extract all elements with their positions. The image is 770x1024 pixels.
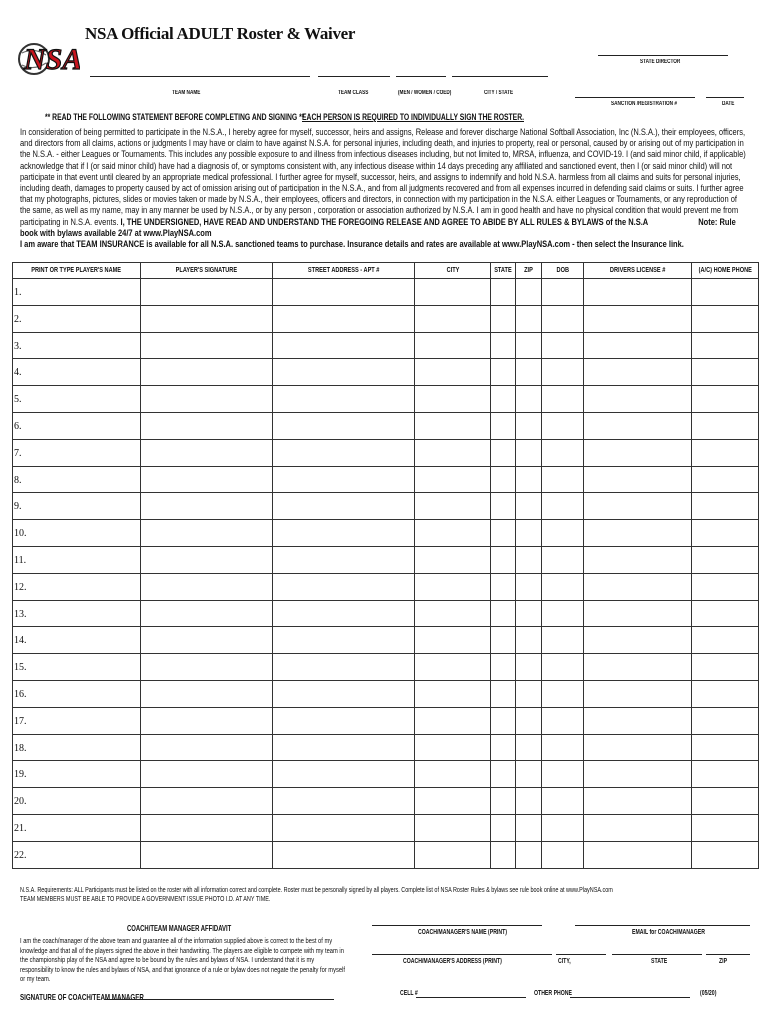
drivers-license-cell[interactable]: [584, 332, 692, 359]
manager-city-label: CITY,: [558, 958, 571, 965]
date-label: DATE: [722, 101, 735, 107]
waiver-agree: I, THE UNDERSIGNED, HAVE READ AND UNDERSTAND THE FOREGOING RELEASE AND AGREE TO ABIDE BY ALL RULES & BYLAWS of the N.S.A: [120, 216, 649, 228]
home-phone-cell[interactable]: [692, 386, 759, 413]
street-address-cell[interactable]: [273, 279, 415, 306]
drivers-license-cell[interactable]: [584, 386, 692, 413]
table-row: [13, 386, 759, 413]
team-name-label: TEAM NAME: [172, 90, 201, 96]
street-address-cell[interactable]: [273, 734, 415, 761]
player-name-cell[interactable]: 2.: [13, 305, 141, 332]
city-cell[interactable]: [415, 841, 491, 868]
requirements-line-1: N.S.A. Requirements: ALL Participants must be listed on the roster with all information correct and complete. Roster must be personally signed by all players. Complete list of NSA Roster Rules & bylaws see rule book online at www.PlayNSA.com: [20, 885, 613, 894]
street-address-cell[interactable]: [273, 493, 415, 520]
city-cell[interactable]: [415, 654, 491, 681]
col-home-phone: (A/C) HOME PHONE: [692, 263, 759, 279]
street-address-cell[interactable]: [273, 412, 415, 439]
table-row: [13, 439, 759, 466]
manager-address-label: COACH/MANAGER'S ADDRESS (PRINT): [403, 958, 502, 965]
drivers-license-cell[interactable]: [584, 493, 692, 520]
zip-cell[interactable]: [516, 707, 542, 734]
zip-cell[interactable]: [516, 788, 542, 815]
home-phone-cell[interactable]: [692, 680, 759, 707]
city-cell[interactable]: [415, 412, 491, 439]
nsa-logo: [14, 25, 80, 89]
dob-cell[interactable]: [542, 761, 584, 788]
player-name-cell[interactable]: 21.: [13, 814, 141, 841]
table-row: [13, 305, 759, 332]
drivers-license-cell[interactable]: [584, 466, 692, 493]
street-address-cell[interactable]: [273, 466, 415, 493]
zip-cell[interactable]: [516, 279, 542, 306]
player-name-cell[interactable]: 19.: [13, 761, 141, 788]
insurance-note: I am aware that TEAM INSURANCE is available for all N.S.A. sanctioned teams to purchase. Insurance details and rates are available at www.PlayNSA.com - then select the Insurance link.: [20, 239, 684, 251]
team-class-line[interactable]: [318, 76, 390, 77]
drivers-license-cell[interactable]: [584, 761, 692, 788]
street-address-cell[interactable]: [273, 573, 415, 600]
signature-cell[interactable]: [141, 332, 273, 359]
table-row: [13, 573, 759, 600]
state-cell[interactable]: [491, 439, 516, 466]
zip-cell[interactable]: [516, 761, 542, 788]
signature-cell[interactable]: [141, 734, 273, 761]
home-phone-cell[interactable]: [692, 788, 759, 815]
state-cell[interactable]: [491, 279, 516, 306]
zip-cell[interactable]: [516, 734, 542, 761]
signature-cell[interactable]: [141, 761, 273, 788]
player-name-cell[interactable]: 11.: [13, 546, 141, 573]
state-cell[interactable]: [491, 734, 516, 761]
state-cell[interactable]: [491, 546, 516, 573]
city-cell[interactable]: [415, 359, 491, 386]
dob-cell[interactable]: [542, 439, 584, 466]
dob-cell[interactable]: [542, 680, 584, 707]
state-cell[interactable]: [491, 761, 516, 788]
player-name-cell[interactable]: 17.: [13, 707, 141, 734]
zip-cell[interactable]: [516, 680, 542, 707]
drivers-license-cell[interactable]: [584, 734, 692, 761]
street-address-cell[interactable]: [273, 707, 415, 734]
affidavit-body: I am the coach/manager of the above team and guarantee all of the information supplied above is correct to the best of my knowledge and that all of the players signed the above in their handwriting. The players are eligible to compete with my team in the championship play of the NSA and agree to be bound by the rules and bylaws of NSA. I understand that it is my responsibility to know the rules and bylaws of NSA, and that ignorance of a rule or bylaw does not negate the penalty for myself or my team.: [20, 936, 345, 984]
city-cell[interactable]: [415, 600, 491, 627]
other-phone-label: OTHER PHONE: [534, 990, 572, 997]
signature-cell[interactable]: [141, 573, 273, 600]
drivers-license-cell[interactable]: [584, 439, 692, 466]
cell-line[interactable]: [416, 997, 526, 998]
signature-cell[interactable]: [141, 546, 273, 573]
street-address-cell[interactable]: [273, 627, 415, 654]
player-name-cell[interactable]: 7.: [13, 439, 141, 466]
street-address-cell[interactable]: [273, 788, 415, 815]
col-dob: DOB: [542, 263, 584, 279]
col-signature: PLAYER'S SIGNATURE: [141, 263, 273, 279]
table-row: [13, 627, 759, 654]
state-cell[interactable]: [491, 814, 516, 841]
state-director-label: STATE DIRECTOR: [640, 59, 681, 65]
requirements-text: [20, 885, 686, 903]
dob-cell[interactable]: [542, 788, 584, 815]
state-cell[interactable]: [491, 654, 516, 681]
division-label: (MEN / WOMEN / COED): [398, 90, 452, 96]
zip-cell[interactable]: [516, 332, 542, 359]
coach-signature-label: SIGNATURE OF COACH/TEAM MANAGER: [20, 992, 144, 1002]
street-address-cell[interactable]: [273, 520, 415, 547]
city-cell[interactable]: [415, 305, 491, 332]
signature-cell[interactable]: [141, 493, 273, 520]
drivers-license-cell[interactable]: [584, 520, 692, 547]
coach-signature-line[interactable]: [104, 999, 334, 1000]
state-cell[interactable]: [491, 386, 516, 413]
state-cell[interactable]: [491, 627, 516, 654]
manager-state-label: STATE: [651, 958, 668, 965]
zip-cell[interactable]: [516, 305, 542, 332]
state-cell[interactable]: [491, 573, 516, 600]
zip-cell[interactable]: [516, 520, 542, 547]
waiver-text: [20, 127, 747, 250]
date-line[interactable]: [706, 97, 744, 98]
player-name-cell[interactable]: 22.: [13, 841, 141, 868]
division-line[interactable]: [396, 76, 446, 77]
table-row: [13, 493, 759, 520]
zip-cell[interactable]: [516, 493, 542, 520]
home-phone-cell[interactable]: [692, 359, 759, 386]
player-name-cell[interactable]: 8.: [13, 466, 141, 493]
table-row: [13, 520, 759, 547]
roster-table: [12, 262, 759, 869]
home-phone-cell[interactable]: [692, 493, 759, 520]
state-cell[interactable]: [491, 305, 516, 332]
dob-cell[interactable]: [542, 546, 584, 573]
signature-cell[interactable]: [141, 412, 273, 439]
city-state-line[interactable]: [452, 76, 548, 77]
table-row: [13, 734, 759, 761]
city-cell[interactable]: [415, 386, 491, 413]
table-row: [13, 841, 759, 868]
signature-cell[interactable]: [141, 654, 273, 681]
drivers-license-cell[interactable]: [584, 279, 692, 306]
home-phone-cell[interactable]: [692, 841, 759, 868]
zip-cell[interactable]: [516, 412, 542, 439]
dob-cell[interactable]: [542, 386, 584, 413]
home-phone-cell[interactable]: [692, 573, 759, 600]
col-player-name: PRINT OR TYPE PLAYER'S NAME: [13, 263, 141, 279]
state-cell[interactable]: [491, 412, 516, 439]
city-state-label: CITY / STATE: [484, 90, 514, 96]
home-phone-cell[interactable]: [692, 520, 759, 547]
home-phone-cell[interactable]: [692, 305, 759, 332]
dob-cell[interactable]: [542, 412, 584, 439]
city-cell[interactable]: [415, 439, 491, 466]
requirements-line-2: TEAM MEMBERS MUST BE ABLE TO PROVIDE A GOVERNMENT ISSUE PHOTO I.D. AT ANY TIME.: [20, 894, 271, 903]
city-cell[interactable]: [415, 680, 491, 707]
table-row: [13, 707, 759, 734]
street-address-cell[interactable]: [273, 546, 415, 573]
city-cell[interactable]: [415, 466, 491, 493]
state-cell[interactable]: [491, 466, 516, 493]
page-title: NSA Official ADULT Roster & Waiver: [85, 24, 356, 43]
col-street-address: STREET ADDRESS - APT #: [273, 263, 415, 279]
table-row: [13, 332, 759, 359]
player-name-cell[interactable]: 20.: [13, 788, 141, 815]
home-phone-cell[interactable]: [692, 627, 759, 654]
home-phone-cell[interactable]: [692, 814, 759, 841]
home-phone-cell[interactable]: [692, 412, 759, 439]
city-cell[interactable]: [415, 761, 491, 788]
drivers-license-cell[interactable]: [584, 707, 692, 734]
drivers-license-cell[interactable]: [584, 814, 692, 841]
player-name-cell[interactable]: 10.: [13, 520, 141, 547]
zip-cell[interactable]: [516, 573, 542, 600]
table-row: [13, 600, 759, 627]
signature-cell[interactable]: [141, 520, 273, 547]
street-address-cell[interactable]: [273, 761, 415, 788]
dob-cell[interactable]: [542, 305, 584, 332]
drivers-license-cell[interactable]: [584, 680, 692, 707]
player-name-cell[interactable]: 18.: [13, 734, 141, 761]
signature-cell[interactable]: [141, 466, 273, 493]
state-cell[interactable]: [491, 520, 516, 547]
drivers-license-cell[interactable]: [584, 359, 692, 386]
table-row: [13, 279, 759, 306]
col-state: STATE: [491, 263, 516, 279]
street-address-cell[interactable]: [273, 680, 415, 707]
table-row: [13, 654, 759, 681]
home-phone-cell[interactable]: [692, 707, 759, 734]
signature-cell[interactable]: [141, 841, 273, 868]
city-cell[interactable]: [415, 493, 491, 520]
table-row: [13, 466, 759, 493]
manager-zip-label: ZIP: [719, 958, 728, 965]
affidavit-heading: COACH/TEAM MANAGER AFFIDAVIT: [127, 924, 232, 933]
street-address-cell[interactable]: [273, 386, 415, 413]
col-zip: ZIP: [516, 263, 542, 279]
table-row: [13, 788, 759, 815]
manager-state-line[interactable]: [612, 954, 702, 955]
manager-email-label: EMAIL for COACH/MANAGER: [632, 929, 706, 936]
player-name-cell[interactable]: 4.: [13, 359, 141, 386]
dob-cell[interactable]: [542, 520, 584, 547]
zip-cell[interactable]: [516, 439, 542, 466]
state-cell[interactable]: [491, 707, 516, 734]
col-city: CITY: [415, 263, 491, 279]
state-cell[interactable]: [491, 332, 516, 359]
logo-text: NSA: [24, 43, 80, 76]
player-name-cell[interactable]: 1.: [13, 279, 141, 306]
state-cell[interactable]: [491, 788, 516, 815]
dob-cell[interactable]: [542, 734, 584, 761]
drivers-license-cell[interactable]: [584, 627, 692, 654]
zip-cell[interactable]: [516, 600, 542, 627]
city-cell[interactable]: [415, 332, 491, 359]
zip-cell[interactable]: [516, 654, 542, 681]
roster-header-row: [13, 263, 759, 279]
sanction-line[interactable]: [575, 97, 695, 98]
col-drivers-license: DRIVERS LICENSE #: [584, 263, 692, 279]
other-phone-line[interactable]: [570, 997, 690, 998]
drivers-license-cell[interactable]: [584, 412, 692, 439]
street-address-cell[interactable]: [273, 654, 415, 681]
manager-address-line[interactable]: [372, 954, 552, 955]
home-phone-cell[interactable]: [692, 654, 759, 681]
street-address-cell[interactable]: [273, 439, 415, 466]
city-cell[interactable]: [415, 573, 491, 600]
state-cell[interactable]: [491, 680, 516, 707]
dob-cell[interactable]: [542, 707, 584, 734]
drivers-license-cell[interactable]: [584, 573, 692, 600]
table-row: [13, 680, 759, 707]
sanction-label: SANCTION /REGISTRATION #: [611, 101, 677, 107]
street-address-cell[interactable]: [273, 841, 415, 868]
revision-label: (05/20): [700, 990, 717, 997]
table-row: [13, 412, 759, 439]
table-row: [13, 761, 759, 788]
drivers-license-cell[interactable]: [584, 841, 692, 868]
dob-cell[interactable]: [542, 841, 584, 868]
signature-cell[interactable]: [141, 627, 273, 654]
state-director-line[interactable]: [598, 55, 728, 56]
signature-cell[interactable]: [141, 680, 273, 707]
dob-cell[interactable]: [542, 332, 584, 359]
zip-cell[interactable]: [516, 841, 542, 868]
team-name-line[interactable]: [90, 76, 310, 77]
table-row: [13, 814, 759, 841]
street-address-cell[interactable]: [273, 305, 415, 332]
zip-cell[interactable]: [516, 546, 542, 573]
home-phone-cell[interactable]: [692, 279, 759, 306]
drivers-license-cell[interactable]: [584, 788, 692, 815]
home-phone-cell[interactable]: [692, 734, 759, 761]
signature-cell[interactable]: [141, 279, 273, 306]
state-cell[interactable]: [491, 359, 516, 386]
player-name-cell[interactable]: 3.: [13, 332, 141, 359]
dob-cell[interactable]: [542, 600, 584, 627]
state-cell[interactable]: [491, 493, 516, 520]
zip-cell[interactable]: [516, 386, 542, 413]
city-cell[interactable]: [415, 279, 491, 306]
street-address-cell[interactable]: [273, 600, 415, 627]
state-cell[interactable]: [491, 841, 516, 868]
signature-cell[interactable]: [141, 305, 273, 332]
player-name-cell[interactable]: 13.: [13, 600, 141, 627]
dob-cell[interactable]: [542, 654, 584, 681]
table-row: [13, 546, 759, 573]
signature-cell[interactable]: [141, 386, 273, 413]
player-name-cell[interactable]: 5.: [13, 386, 141, 413]
dob-cell[interactable]: [542, 627, 584, 654]
home-phone-cell[interactable]: [692, 332, 759, 359]
signature-cell[interactable]: [141, 814, 273, 841]
manager-name-label: COACH/MANAGER'S NAME (PRINT): [418, 929, 508, 936]
city-cell[interactable]: [415, 627, 491, 654]
zip-cell[interactable]: [516, 466, 542, 493]
each-person-notice: EACH PERSON IS REQUIRED TO INDIVIDUALLY SIGN THE ROSTER.: [302, 112, 524, 122]
dob-cell[interactable]: [542, 359, 584, 386]
dob-cell[interactable]: [542, 814, 584, 841]
city-cell[interactable]: [415, 788, 491, 815]
zip-cell[interactable]: [516, 814, 542, 841]
dob-cell[interactable]: [542, 573, 584, 600]
city-cell[interactable]: [415, 734, 491, 761]
rulebook-note: Note: Rule book with bylaws available 24/7 at www.PlayNSA.com: [20, 216, 736, 239]
city-cell[interactable]: [415, 707, 491, 734]
cell-label: CELL #: [400, 990, 418, 997]
player-name-cell[interactable]: 16.: [13, 680, 141, 707]
zip-cell[interactable]: [516, 627, 542, 654]
city-cell[interactable]: [415, 546, 491, 573]
manager-city-line[interactable]: [556, 954, 606, 955]
manager-zip-line[interactable]: [706, 954, 750, 955]
dob-cell[interactable]: [542, 279, 584, 306]
drivers-license-cell[interactable]: [584, 305, 692, 332]
manager-name-line[interactable]: [372, 925, 542, 926]
drivers-license-cell[interactable]: [584, 600, 692, 627]
drivers-license-cell[interactable]: [584, 654, 692, 681]
signature-cell[interactable]: [141, 707, 273, 734]
street-address-cell[interactable]: [273, 332, 415, 359]
signature-cell[interactable]: [141, 439, 273, 466]
signature-cell[interactable]: [141, 600, 273, 627]
dob-cell[interactable]: [542, 493, 584, 520]
street-address-cell[interactable]: [273, 359, 415, 386]
zip-cell[interactable]: [516, 359, 542, 386]
waiver-body: In consideration of being permitted to participate in the N.S.A., I hereby agree for myself, successor, heirs and assigns, Release and forever discharge National Softball Association, Inc (N.S.A.), their employees, officers, and directors from all claims, actions or judgments I may have or claim to have against N.S.A. for personal injuries, including death, and injuries to property, real or personal, caused by or arising out of my participation in the N.S.A. - either Leagues or Tournaments. This includes any possible exposure to and illness from infectious diseases including, but not limited to, MRSA, influenza, and COVID-19. I (and said minor child, if applicable) acknowledge that if I (or said minor child) have had a diagnosis of, or symptoms consistent with, any infectious disease within 14 days preceding any affiliated and sanctioned event, then I (or said minor child) will not participate in that event until cleared by an appropriate medical professional. I further agree for myself, successor, heirs, and assigns to indemnify and hold N.S.A. harmless from all claims and suits for personal injuries, including death, damages to property caused by act of omission arising out of participation in the N.S.A., and from all judgments recovered and from all expenses incurred in defending said claims or suits. I further agree that my photographs, pictures, slides or movies taken or made by N.S.A., their employees, officers and directors, in connection with my participation in the N.S.A. either Leagues or Tournaments, or any reproduction of the same, as well as my name, may in any manner be used by N.S.A., or by any person , corporation or association authorized by N.S.A. I am in good health and have no physical condition that would prevent me from participating in N.S.A. events.: [20, 127, 746, 228]
home-phone-cell[interactable]: [692, 600, 759, 627]
city-cell[interactable]: [415, 520, 491, 547]
home-phone-cell[interactable]: [692, 761, 759, 788]
dob-cell[interactable]: [542, 466, 584, 493]
drivers-license-cell[interactable]: [584, 546, 692, 573]
state-cell[interactable]: [491, 600, 516, 627]
home-phone-cell[interactable]: [692, 466, 759, 493]
player-name-cell[interactable]: 6.: [13, 412, 141, 439]
signature-cell[interactable]: [141, 359, 273, 386]
player-name-cell[interactable]: 9.: [13, 493, 141, 520]
table-row: [13, 359, 759, 386]
player-name-cell[interactable]: 12.: [13, 573, 141, 600]
read-statement-notice: ** READ THE FOLLOWING STATEMENT BEFORE COMPLETING AND SIGNING **: [45, 112, 305, 122]
home-phone-cell[interactable]: [692, 439, 759, 466]
team-class-label: TEAM CLASS: [338, 90, 369, 96]
player-name-cell[interactable]: 15.: [13, 654, 141, 681]
player-name-cell[interactable]: 14.: [13, 627, 141, 654]
city-cell[interactable]: [415, 814, 491, 841]
signature-cell[interactable]: [141, 788, 273, 815]
home-phone-cell[interactable]: [692, 546, 759, 573]
manager-email-line[interactable]: [575, 925, 750, 926]
street-address-cell[interactable]: [273, 814, 415, 841]
